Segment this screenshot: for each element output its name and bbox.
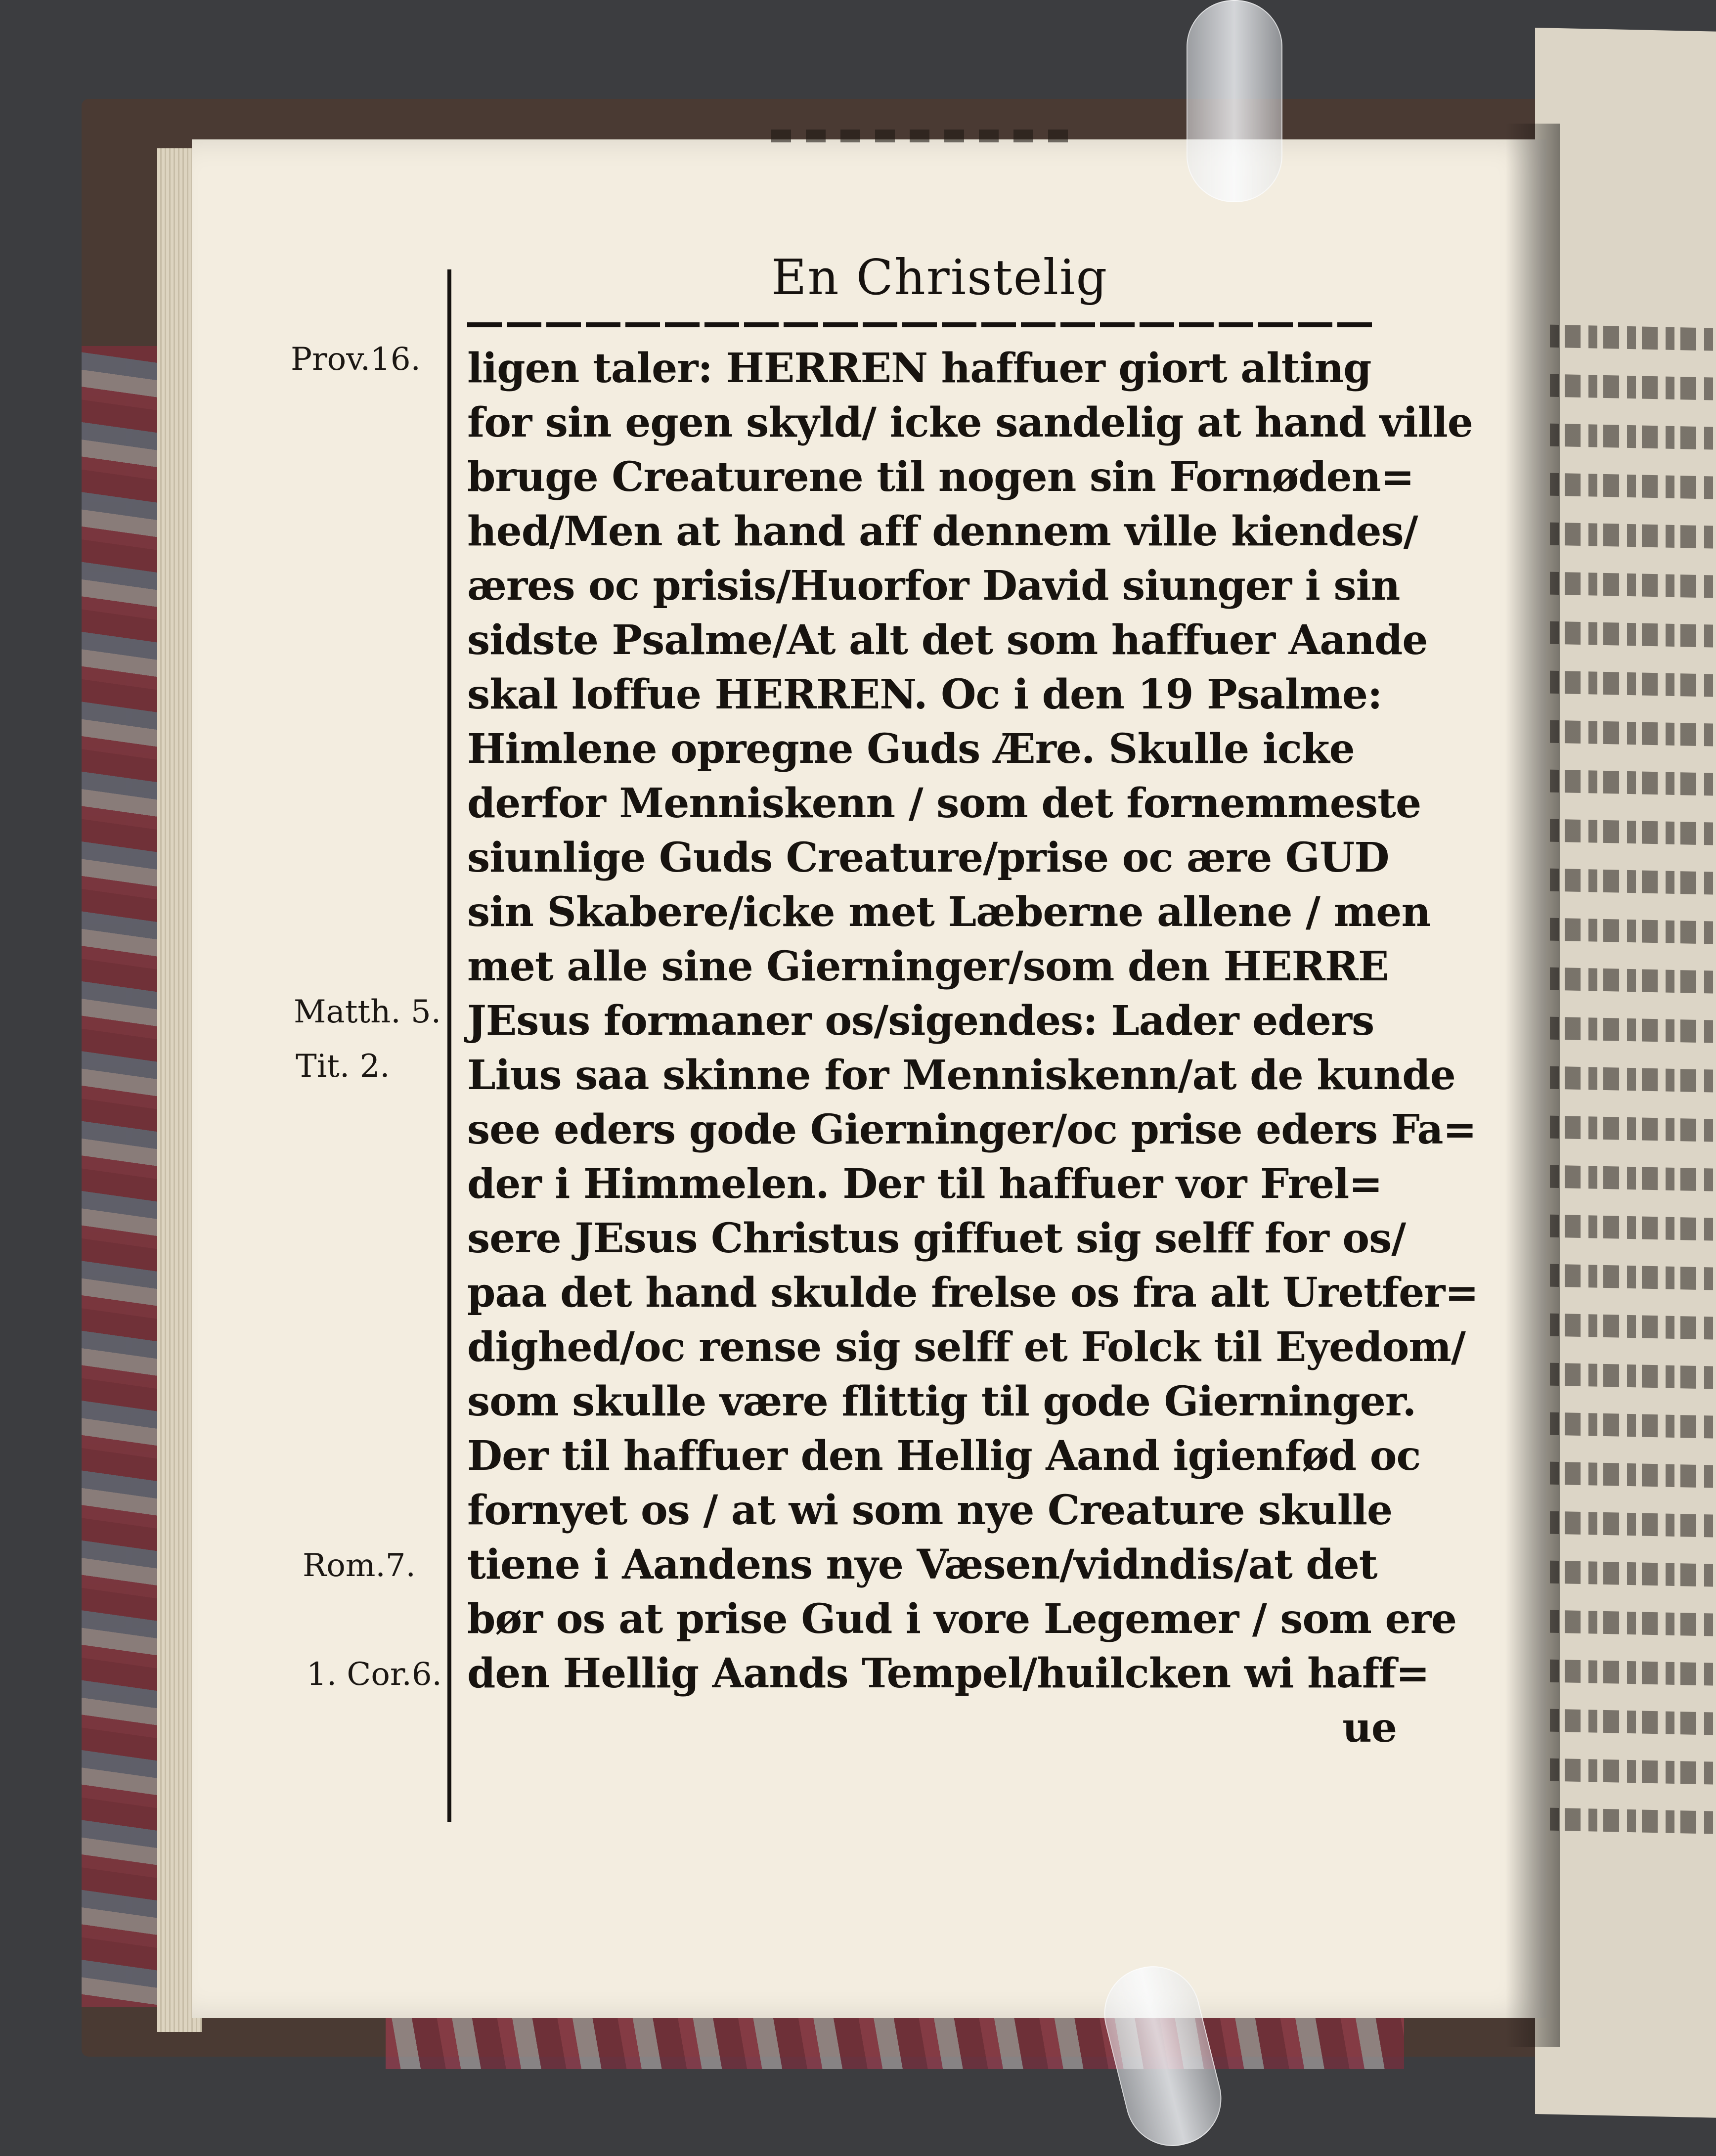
margin-note-tit: Tit. 2.	[296, 1048, 390, 1085]
margin-note-rom: Rom.7.	[303, 1547, 416, 1584]
margin-rule	[447, 269, 451, 1822]
text-line: met alle sine Gierninger/som den HERRE	[467, 943, 1389, 990]
text-line: hed/Men at hand aff dennem ville kiendes/	[467, 508, 1418, 555]
facing-page	[1535, 28, 1716, 2118]
text-line: bør os at prise Gud i vore Legemer / som ere	[467, 1595, 1457, 1643]
running-head: En Christelig	[771, 250, 1108, 306]
catchword: ue	[1342, 1704, 1397, 1752]
text-line: fornyet os / at wi som nye Creature skulle	[467, 1487, 1393, 1534]
margin-note-prov: Prov.16.	[291, 341, 421, 378]
text-line: som skulle være flittig til gode Gierninger.	[467, 1378, 1416, 1425]
gutter-shadow	[1505, 124, 1560, 2047]
text-line: for sin egen skyld/ icke sandelig at hand ville	[467, 399, 1473, 446]
text-line: skal loffue HERREN. Oc i den 19 Psalme:	[467, 671, 1382, 718]
text-line: bruge Creaturene til nogen sin Fornøden=	[467, 453, 1414, 501]
body-text	[467, 341, 1479, 1755]
text-line: sin Skabere/icke met Læberne allene / men	[467, 888, 1431, 936]
text-line: siunlige Guds Creature/prise oc ære GUD	[467, 834, 1389, 881]
text-line: der i Himmelen. Der til haffuer vor Frel=	[467, 1160, 1383, 1208]
text-line: den Hellig Aands Tempel/huilcken wi haff=	[467, 1650, 1430, 1697]
text-line: ligen taler: HERREN haffuer giort alting	[467, 345, 1371, 392]
text-line: dighed/oc rense sig selff et Folck til Eyedom/	[467, 1323, 1465, 1371]
text-line: tiene i Aandens nye Væsen/vidndis/at det	[467, 1541, 1377, 1588]
text-line: Der til haffuer den Hellig Aand igienfød oc	[467, 1432, 1421, 1480]
show-through-smudge	[771, 130, 1068, 142]
text-line: Himlene opregne Guds Ære. Skulle icke	[467, 725, 1355, 773]
text-line: paa det hand skulde frelse os fra alt Uretfer=	[467, 1269, 1479, 1317]
margin-note-cor: 1. Cor.6.	[307, 1656, 442, 1693]
head-rule	[467, 322, 1374, 327]
page-clip-top	[1187, 0, 1282, 202]
text-line: derfor Menniskenn / som det fornemmeste	[467, 780, 1421, 827]
marbled-endpaper-bottom	[386, 2010, 1404, 2069]
margin-note-matth: Matth. 5.	[294, 994, 441, 1030]
text-line: JEsus formaner os/sigendes: Lader eders	[467, 997, 1374, 1045]
text-line: see eders gode Gierninger/oc prise eders Fa=	[467, 1106, 1477, 1153]
text-line: sere JEsus Christus giffuet sig selff for os/	[467, 1215, 1406, 1262]
text-line: æres oc prisis/Huorfor David siunger i sin	[467, 562, 1400, 610]
text-line: Lius saa skinne for Menniskenn/at de kunde	[467, 1052, 1455, 1099]
text-line: sidste Psalme/At alt det som haffuer Aande	[467, 616, 1428, 664]
